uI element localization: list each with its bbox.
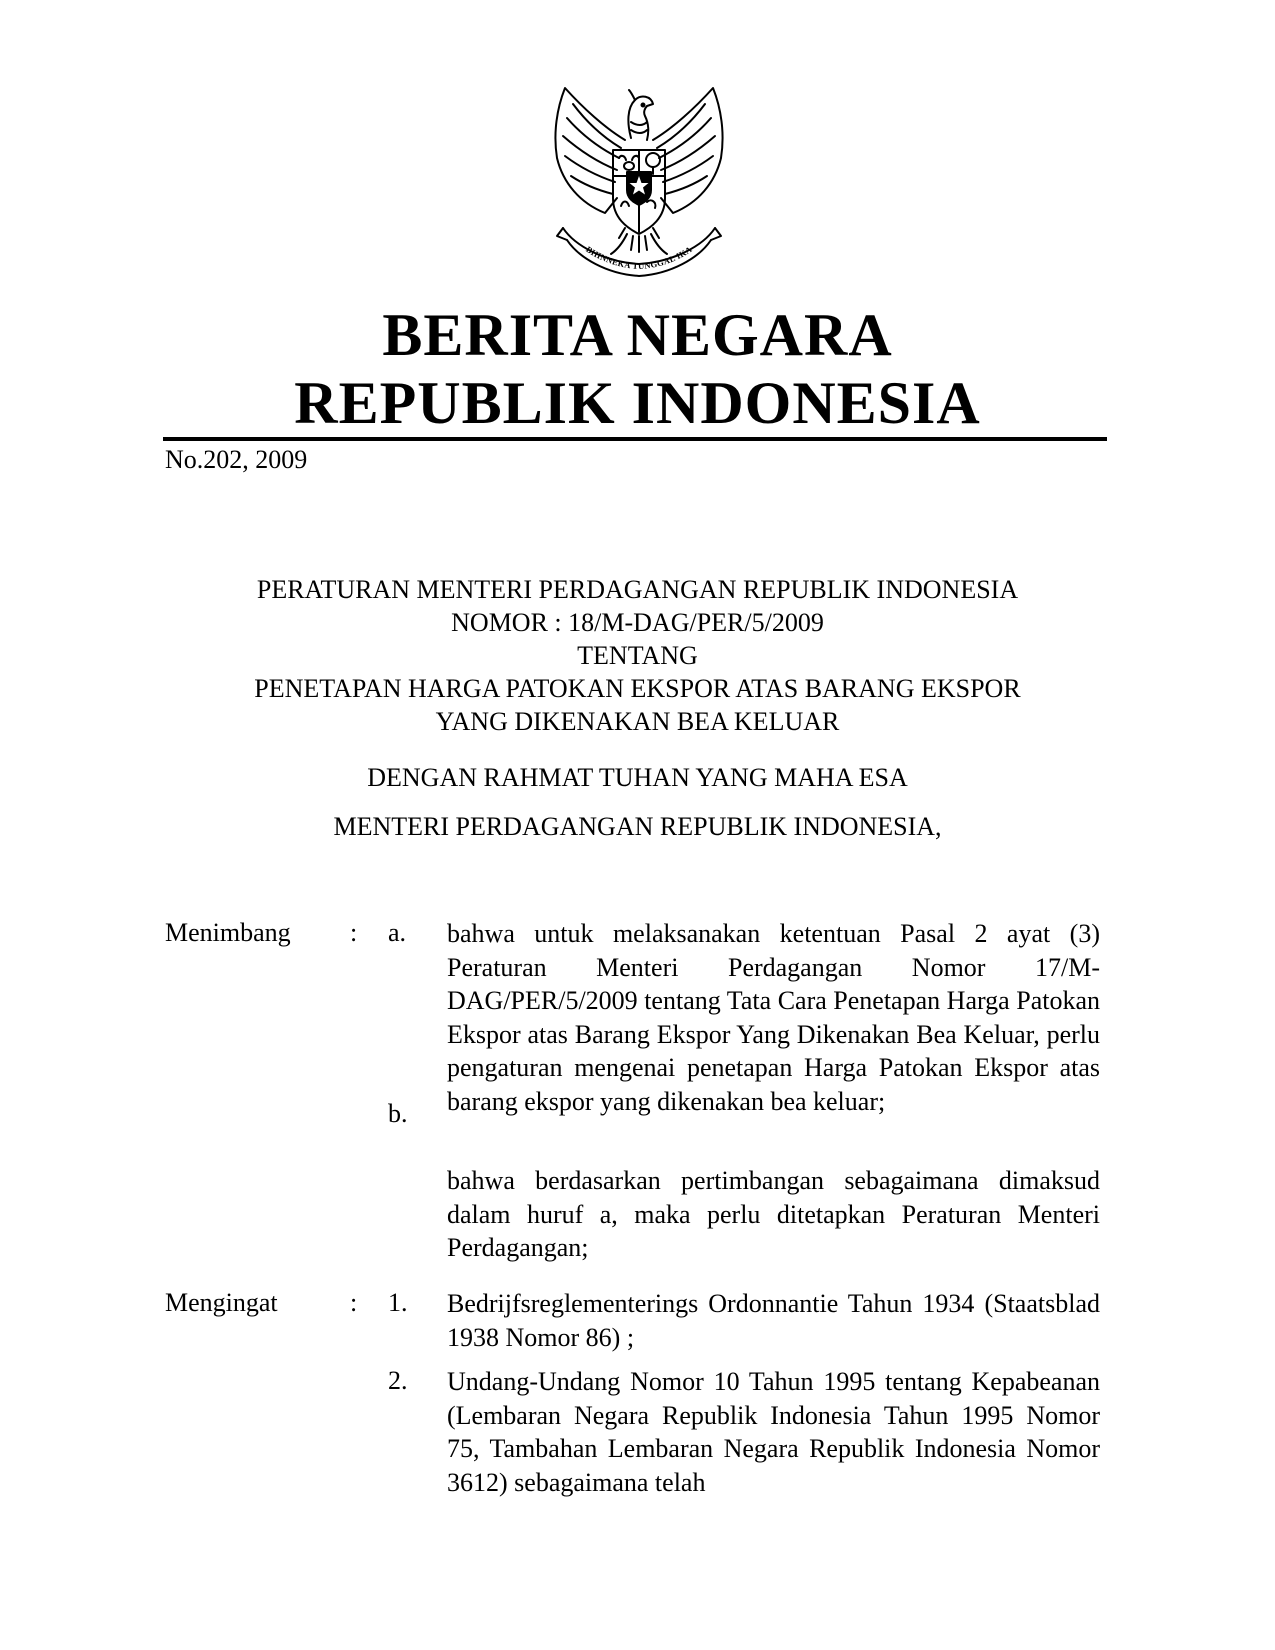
regulation-subject-line2: YANG DIKENAKAN BEA KELUAR xyxy=(435,707,840,736)
regulation-number: NOMOR : 18/M-DAG/PER/5/2009 xyxy=(451,608,824,637)
mengingat-colon: : xyxy=(350,1288,358,1317)
motto-text: BHINNEKA TUNGGAL IKA xyxy=(584,244,694,272)
menimbang-item-b-text: bahwa berdasarkan pertimbangan sebagaimana dimaksud dalam huruf a, maka perlu ditetapkan Peraturan Menteri Perdagangan; xyxy=(447,1166,1100,1263)
preamble-invocation: DENGAN RAHMAT TUHAN YANG MAHA ESA xyxy=(367,763,908,792)
mengingat-item-1-marker: 1. xyxy=(388,1288,408,1317)
menimbang-label: Menimbang xyxy=(165,918,291,947)
issue-number: No.202, 2009 xyxy=(165,445,308,474)
mengingat-item-2-marker: 2. xyxy=(388,1366,408,1395)
regulation-tentang: TENTANG xyxy=(577,641,698,670)
regulation-title-line1: PERATURAN MENTERI PERDAGANGAN REPUBLIK INDONESIA xyxy=(256,575,1019,604)
masthead-divider xyxy=(163,437,1107,441)
mengingat-item-1-text: Bedrijfsreglementerings Ordonnantie Tahun 1934 (Staatsblad 1938 Nomor 86) ; xyxy=(447,1289,1100,1352)
menimbang-item-a-text: bahwa untuk melaksanakan ketentuan Pasal 2 ayat (3) Peraturan Menteri Perdagangan Nomor 17/M-DAG/PER/5/2009 tentang Tata Cara Penetapan Harga Patokan Ekspor atas Barang Ekspor Yang Dikenakan Bea Keluar, perlu pengaturan mengenai penetapan Harga Patokan Ekspor atas barang ekspor yang dikenakan bea keluar; xyxy=(447,919,1100,1116)
mengingat-label: Mengingat xyxy=(165,1288,278,1317)
garuda-icon xyxy=(535,78,743,283)
masthead-title-line2: REPUBLIK INDONESIA xyxy=(294,370,981,436)
regulation-subject-line1: PENETAPAN HARGA PATOKAN EKSPOR ATAS BARANG EKSPOR xyxy=(254,674,1021,703)
menimbang-item-a-marker: a. xyxy=(388,918,407,947)
preamble-authority: MENTERI PERDAGANGAN REPUBLIK INDONESIA, xyxy=(333,812,942,841)
menimbang-colon: : xyxy=(350,918,358,947)
garuda-pancasila-emblem xyxy=(535,78,743,283)
mengingat-item-2-text: Undang-Undang Nomor 10 Tahun 1995 tentang Kepabeanan (Lembaran Negara Republik Indonesia Tahun 1995 Nomor 75, Tambahan Lembaran Negara Republik Indonesia Nomor 3612) sebagaimana telah xyxy=(447,1367,1100,1497)
masthead-title-line1: BERITA NEGARA xyxy=(382,302,893,368)
menimbang-item-b-marker: b. xyxy=(388,1099,408,1128)
